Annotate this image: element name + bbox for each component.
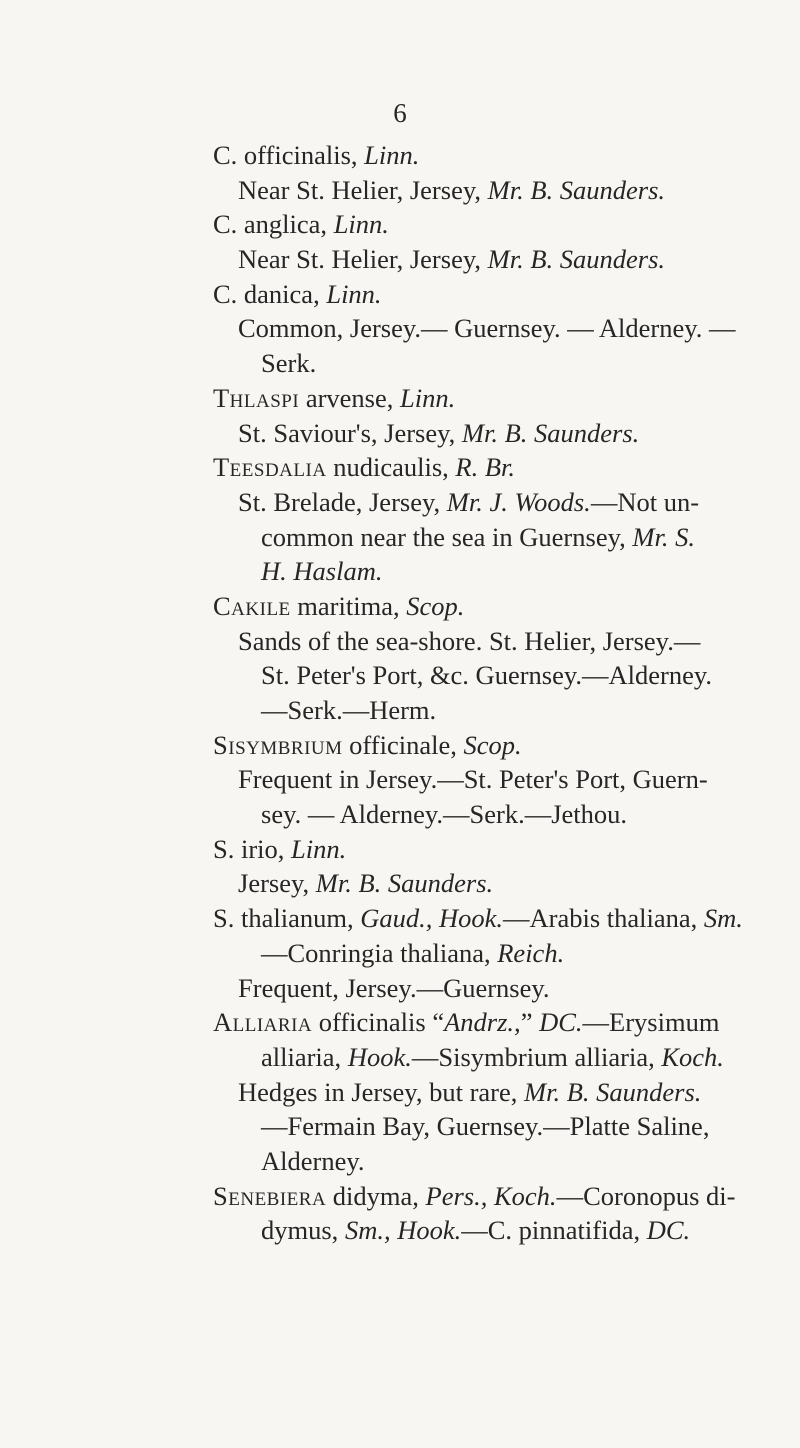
- species-heading-line: [0, 450, 800, 485]
- italic-text: Mr. B. Saunders.: [487, 244, 666, 275]
- italic-text: Sm., Hook.: [344, 1215, 462, 1246]
- text-span: C. officinalis,: [213, 140, 365, 170]
- species-heading-line: [0, 901, 800, 936]
- entry-text-line: [0, 554, 800, 589]
- entry-text-line: [0, 1109, 800, 1144]
- text-span: —Erysimum: [582, 1007, 720, 1038]
- italic-text: Scop.: [463, 729, 522, 760]
- entry-text-line: [0, 242, 800, 277]
- text-span: —Serk.—Herm.: [261, 695, 437, 725]
- italic-text: Mr. B. Saunders.: [315, 868, 494, 899]
- text-span: —Arabis thaliana,: [503, 903, 704, 934]
- genus-name: Teesdalia: [213, 452, 327, 483]
- entry-text-line: [0, 311, 800, 346]
- entry-text-line: [0, 1144, 800, 1179]
- text-span: common near the sea in Guernsey,: [261, 521, 633, 552]
- text-span: sey. — Alderney.—Serk.—Jethou.: [261, 799, 628, 830]
- text-span: —Conringia thaliana,: [261, 937, 498, 968]
- entry-text-line: [0, 797, 800, 832]
- text-span: Jersey,: [238, 868, 316, 899]
- italic-text: Gaud., Hook.: [360, 903, 504, 934]
- entry-text-line: [0, 866, 800, 901]
- entry-text-line: [0, 173, 800, 208]
- species-heading-line: [0, 138, 800, 173]
- species-heading-line: [0, 277, 800, 312]
- italic-text: Linn.: [326, 278, 382, 309]
- entry-text-line: [0, 936, 800, 971]
- text-span: Common, Jersey.— Guernsey. — Alderney. —: [238, 313, 736, 344]
- text-span: officinalis “: [312, 1007, 445, 1038]
- text-span: officinale,: [342, 729, 464, 760]
- entry-text-line: [0, 971, 800, 1006]
- text-span: maritima,: [290, 590, 407, 621]
- text-span: St. Peter's Port, &c. Guernsey.—Alderney.: [261, 660, 713, 691]
- text-span: S. thalianum,: [213, 903, 361, 934]
- text-span: St. Saviour's, Jersey,: [238, 417, 462, 448]
- text-span: —Fermain Bay, Guernsey.—Platte Saline,: [261, 1111, 710, 1142]
- italic-text: H. Haslam.: [261, 556, 383, 587]
- italic-text: Andrz.,: [444, 1007, 521, 1038]
- italic-text: Sm.: [703, 903, 743, 934]
- text-span: ”: [520, 1007, 540, 1038]
- species-heading-line: [0, 1005, 800, 1040]
- text-span: Near St. Helier, Jersey,: [238, 174, 488, 205]
- genus-name: Senebiera: [213, 1180, 327, 1211]
- text-span: —Coronopus di-: [556, 1180, 736, 1211]
- text-span: Serk.: [261, 348, 317, 379]
- text-span: C. anglica,: [213, 209, 334, 240]
- italic-text: Hook.: [347, 1041, 412, 1072]
- genus-name: Sisymbrium: [213, 729, 343, 760]
- entry-text-line: [0, 520, 800, 555]
- text-span: Alderney.: [261, 1145, 365, 1176]
- italic-text: Linn.: [400, 382, 456, 413]
- italic-text: Mr. B. Saunders.: [461, 417, 640, 448]
- italic-text: Reich.: [497, 937, 565, 968]
- text-span: didyma,: [326, 1180, 426, 1211]
- plant-entries: [0, 138, 800, 1248]
- text-span: arvense,: [299, 382, 401, 413]
- genus-name: Thlaspi: [213, 382, 300, 413]
- species-heading-line: [0, 1179, 800, 1214]
- text-span: Frequent in Jersey.—St. Peter's Port, Guern-: [238, 764, 708, 795]
- text-span: —Sisymbrium alliaria,: [411, 1041, 662, 1072]
- entry-text-line: [0, 1075, 800, 1110]
- entry-text-line: [0, 1213, 800, 1248]
- italic-text: Mr. J. Woods.: [446, 486, 591, 517]
- species-heading-line: [0, 728, 800, 763]
- italic-text: Pers., Koch.: [425, 1180, 557, 1211]
- text-span: S. irio,: [213, 833, 292, 864]
- italic-text: Linn.: [291, 833, 347, 864]
- genus-name: Alliaria: [213, 1007, 313, 1038]
- italic-text: Mr. S.: [632, 521, 695, 552]
- entry-text-line: [0, 658, 800, 693]
- text-span: alliaria,: [261, 1041, 348, 1072]
- italic-text: Linn.: [364, 140, 420, 170]
- entry-text-line: [0, 485, 800, 520]
- italic-text: Scop.: [406, 590, 465, 621]
- species-heading-line: [0, 589, 800, 624]
- entry-text-line: [0, 346, 800, 381]
- entry-text-line: [0, 693, 800, 728]
- entry-text-line: [0, 416, 800, 451]
- entry-text-line: [0, 762, 800, 797]
- genus-name: Cakile: [213, 590, 291, 621]
- text-span: Near St. Helier, Jersey,: [238, 244, 488, 275]
- species-heading-line: [0, 207, 800, 242]
- text-span: —C. pinnatifida,: [461, 1215, 647, 1246]
- page-number: 6: [393, 98, 407, 128]
- text-span: Hedges in Jersey, but rare,: [238, 1076, 525, 1107]
- italic-text: Linn.: [333, 209, 389, 240]
- text-span: nudicaulis,: [326, 452, 456, 483]
- italic-text: Mr. B. Saunders.: [487, 174, 666, 205]
- italic-text: DC.: [539, 1007, 583, 1038]
- italic-text: DC.: [646, 1215, 691, 1246]
- text-span: Sands of the sea-shore. St. Helier, Jersey.—: [238, 625, 701, 656]
- text-span: —Not un-: [590, 486, 700, 517]
- italic-text: Koch.: [661, 1041, 724, 1072]
- entry-text-line: [0, 1040, 800, 1075]
- text-span: dymus,: [261, 1215, 345, 1246]
- species-heading-line: [0, 832, 800, 867]
- italic-text: R. Br.: [455, 452, 516, 483]
- text-span: St. Brelade, Jersey,: [238, 486, 447, 517]
- text-span: Frequent, Jersey.—Guernsey.: [238, 972, 550, 1003]
- text-span: C. danica,: [213, 278, 327, 309]
- species-heading-line: [0, 381, 800, 416]
- entry-text-line: [0, 624, 800, 659]
- italic-text: Mr. B. Saunders.: [524, 1076, 702, 1107]
